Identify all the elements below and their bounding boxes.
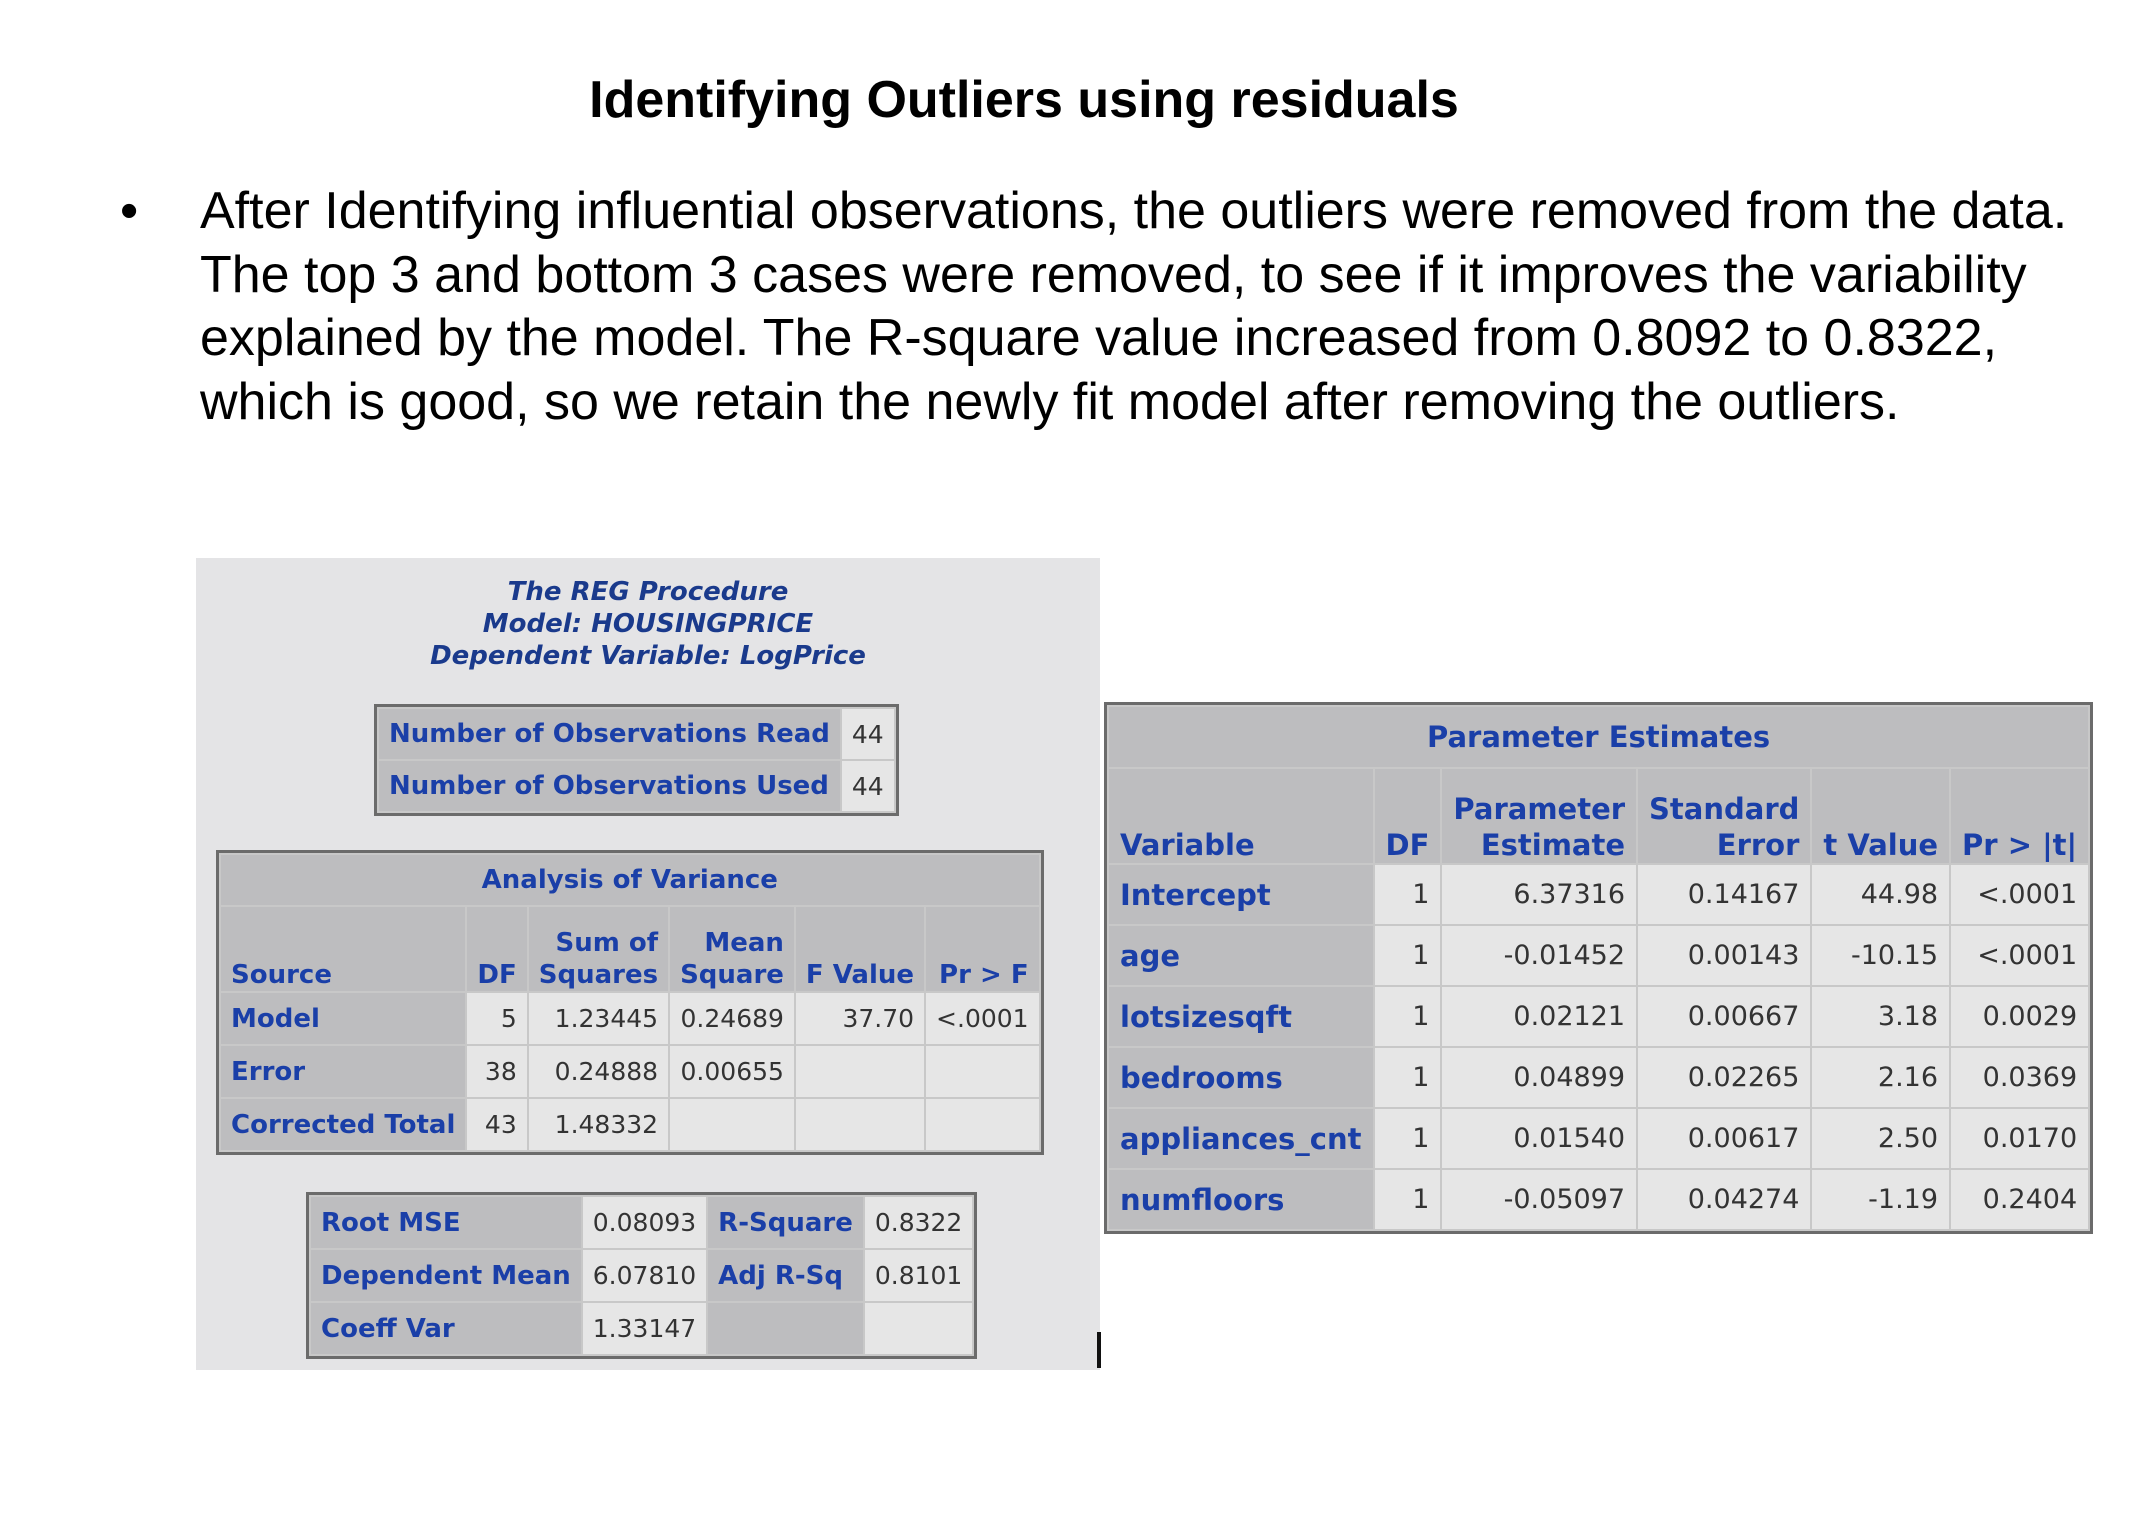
row-variable: bedrooms	[1109, 1048, 1373, 1107]
row-std-error: 0.14167	[1638, 865, 1810, 924]
row-std-error: 0.00617	[1638, 1109, 1810, 1168]
row-f: 37.70	[796, 993, 924, 1044]
table-row	[311, 1197, 972, 1248]
table-row	[1109, 1048, 2088, 1107]
row-source: Error	[221, 1046, 465, 1097]
header-line: Mean	[704, 928, 784, 958]
row-estimate: -0.01452	[1442, 926, 1636, 985]
pe-title: Parameter Estimates	[1109, 707, 2088, 767]
table-header-row	[221, 907, 1039, 991]
obs-label: Number of Observations Used	[379, 761, 840, 811]
row-variable: appliances_cnt	[1109, 1109, 1373, 1168]
text-cursor	[1097, 1332, 1101, 1368]
row-p	[926, 1099, 1039, 1150]
obs-label: Number of Observations Read	[379, 709, 840, 759]
row-estimate: 0.04899	[1442, 1048, 1636, 1107]
header-line: Parameter	[1453, 792, 1626, 826]
row-ss: 1.48332	[529, 1099, 668, 1150]
row-source: Model	[221, 993, 465, 1044]
table-row	[1109, 865, 2088, 924]
row-p-value: 0.2404	[1951, 1170, 2088, 1229]
row-source: Corrected Total	[221, 1099, 465, 1150]
row-p	[926, 1046, 1039, 1097]
row-f	[796, 1046, 924, 1097]
col-header-f-value: F Value	[796, 907, 924, 991]
table-row	[379, 709, 894, 759]
obs-value: 44	[842, 709, 894, 759]
col-header-t-value: t Value	[1812, 769, 1949, 863]
row-t-value: -10.15	[1812, 926, 1949, 985]
fit-label: Coeff Var	[311, 1303, 581, 1354]
fit-value: 6.07810	[583, 1250, 706, 1301]
fit-value: 0.08093	[583, 1197, 706, 1248]
row-ms	[670, 1099, 794, 1150]
table-title-row	[1109, 707, 2088, 767]
row-std-error: 0.02265	[1638, 1048, 1810, 1107]
row-p-value: 0.0029	[1951, 987, 2088, 1046]
col-header-sum-of-squares	[529, 907, 668, 991]
bullet-text: After Identifying influential observations, the outliers were removed from the data. The top 3 and bottom 3 cases were removed, to see if it improves the variability explained by the model. The R-square value increased from 0.8092 to 0.8322, which is good, so we retain the newly fit model after removing the outliers.	[200, 182, 2068, 431]
row-df: 43	[467, 1099, 526, 1150]
row-variable: age	[1109, 926, 1373, 985]
fit-statistics-table	[306, 1192, 977, 1359]
table-row	[1109, 926, 2088, 985]
table-row	[379, 761, 894, 811]
fit-value: 0.8101	[865, 1250, 972, 1301]
fit-label: Adj R-Sq	[708, 1250, 863, 1301]
table-row	[221, 1046, 1039, 1097]
row-estimate: 6.37316	[1442, 865, 1636, 924]
observations-table	[374, 704, 899, 816]
reg-heading-line: The REG Procedure	[507, 577, 789, 607]
row-p-value: 0.0170	[1951, 1109, 2088, 1168]
col-header-pr-f: Pr > F	[926, 907, 1039, 991]
row-df: 1	[1375, 1170, 1441, 1229]
row-std-error: 0.04274	[1638, 1170, 1810, 1229]
header-line: Sum of	[555, 928, 659, 958]
header-line: Error	[1716, 828, 1800, 862]
row-ss: 0.24888	[529, 1046, 668, 1097]
row-t-value: -1.19	[1812, 1170, 1949, 1229]
row-p-value: <.0001	[1951, 865, 2088, 924]
row-ss: 1.23445	[529, 993, 668, 1044]
row-variable: lotsizesqft	[1109, 987, 1373, 1046]
row-variable: Intercept	[1109, 865, 1373, 924]
row-t-value: 2.16	[1812, 1048, 1949, 1107]
col-header-standard-error	[1638, 769, 1810, 863]
col-header-variable: Variable	[1109, 769, 1373, 863]
reg-heading	[196, 576, 1100, 672]
bullet-marker: •	[120, 182, 139, 240]
col-header-df: DF	[467, 907, 526, 991]
row-f	[796, 1099, 924, 1150]
fit-label: Dependent Mean	[311, 1250, 581, 1301]
row-std-error: 0.00667	[1638, 987, 1810, 1046]
row-estimate: 0.02121	[1442, 987, 1636, 1046]
col-header-parameter-estimate	[1442, 769, 1636, 863]
header-line: Square	[680, 960, 784, 990]
fit-value: 0.8322	[865, 1197, 972, 1248]
header-line: Squares	[538, 960, 659, 990]
row-variable: numfloors	[1109, 1170, 1373, 1229]
row-df: 1	[1375, 987, 1441, 1046]
fit-label: R-Square	[708, 1197, 863, 1248]
table-title-row	[221, 855, 1039, 905]
table-row	[1109, 1170, 2088, 1229]
parameter-estimates-table	[1104, 702, 2093, 1234]
header-line: Estimate	[1480, 828, 1626, 862]
row-df: 1	[1375, 865, 1441, 924]
anova-table	[216, 850, 1044, 1155]
row-df: 1	[1375, 1109, 1441, 1168]
row-t-value: 2.50	[1812, 1109, 1949, 1168]
reg-heading-line: Dependent Variable: LogPrice	[430, 641, 866, 671]
row-t-value: 44.98	[1812, 865, 1949, 924]
fit-value: 1.33147	[583, 1303, 706, 1354]
row-df: 1	[1375, 1048, 1441, 1107]
table-row	[1109, 987, 2088, 1046]
fit-value	[865, 1303, 972, 1354]
col-header-pr-t: Pr > |t|	[1951, 769, 2088, 863]
row-p-value: 0.0369	[1951, 1048, 2088, 1107]
row-t-value: 3.18	[1812, 987, 1949, 1046]
col-header-mean-square	[670, 907, 794, 991]
row-p-value: <.0001	[1951, 926, 2088, 985]
row-ms: 0.24689	[670, 993, 794, 1044]
row-df: 38	[467, 1046, 526, 1097]
row-estimate: -0.05097	[1442, 1170, 1636, 1229]
row-std-error: 0.00143	[1638, 926, 1810, 985]
reg-heading-line: Model: HOUSINGPRICE	[482, 609, 814, 639]
table-row	[1109, 1109, 2088, 1168]
row-ms: 0.00655	[670, 1046, 794, 1097]
table-header-row	[1109, 769, 2088, 863]
col-header-source: Source	[221, 907, 465, 991]
reg-procedure-output	[196, 558, 1100, 1370]
row-df: 1	[1375, 926, 1441, 985]
row-estimate: 0.01540	[1442, 1109, 1636, 1168]
fit-label	[708, 1303, 863, 1354]
row-df: 5	[467, 993, 526, 1044]
table-row	[221, 1099, 1039, 1150]
table-row	[311, 1250, 972, 1301]
obs-value: 44	[842, 761, 894, 811]
row-p: <.0001	[926, 993, 1039, 1044]
header-line: Standard	[1649, 792, 1800, 826]
col-header-df: DF	[1375, 769, 1441, 863]
table-row	[311, 1303, 972, 1354]
table-row	[221, 993, 1039, 1044]
fit-label: Root MSE	[311, 1197, 581, 1248]
slide-title: Identifying Outliers using residuals	[589, 71, 1459, 129]
anova-title: Analysis of Variance	[221, 855, 1039, 905]
